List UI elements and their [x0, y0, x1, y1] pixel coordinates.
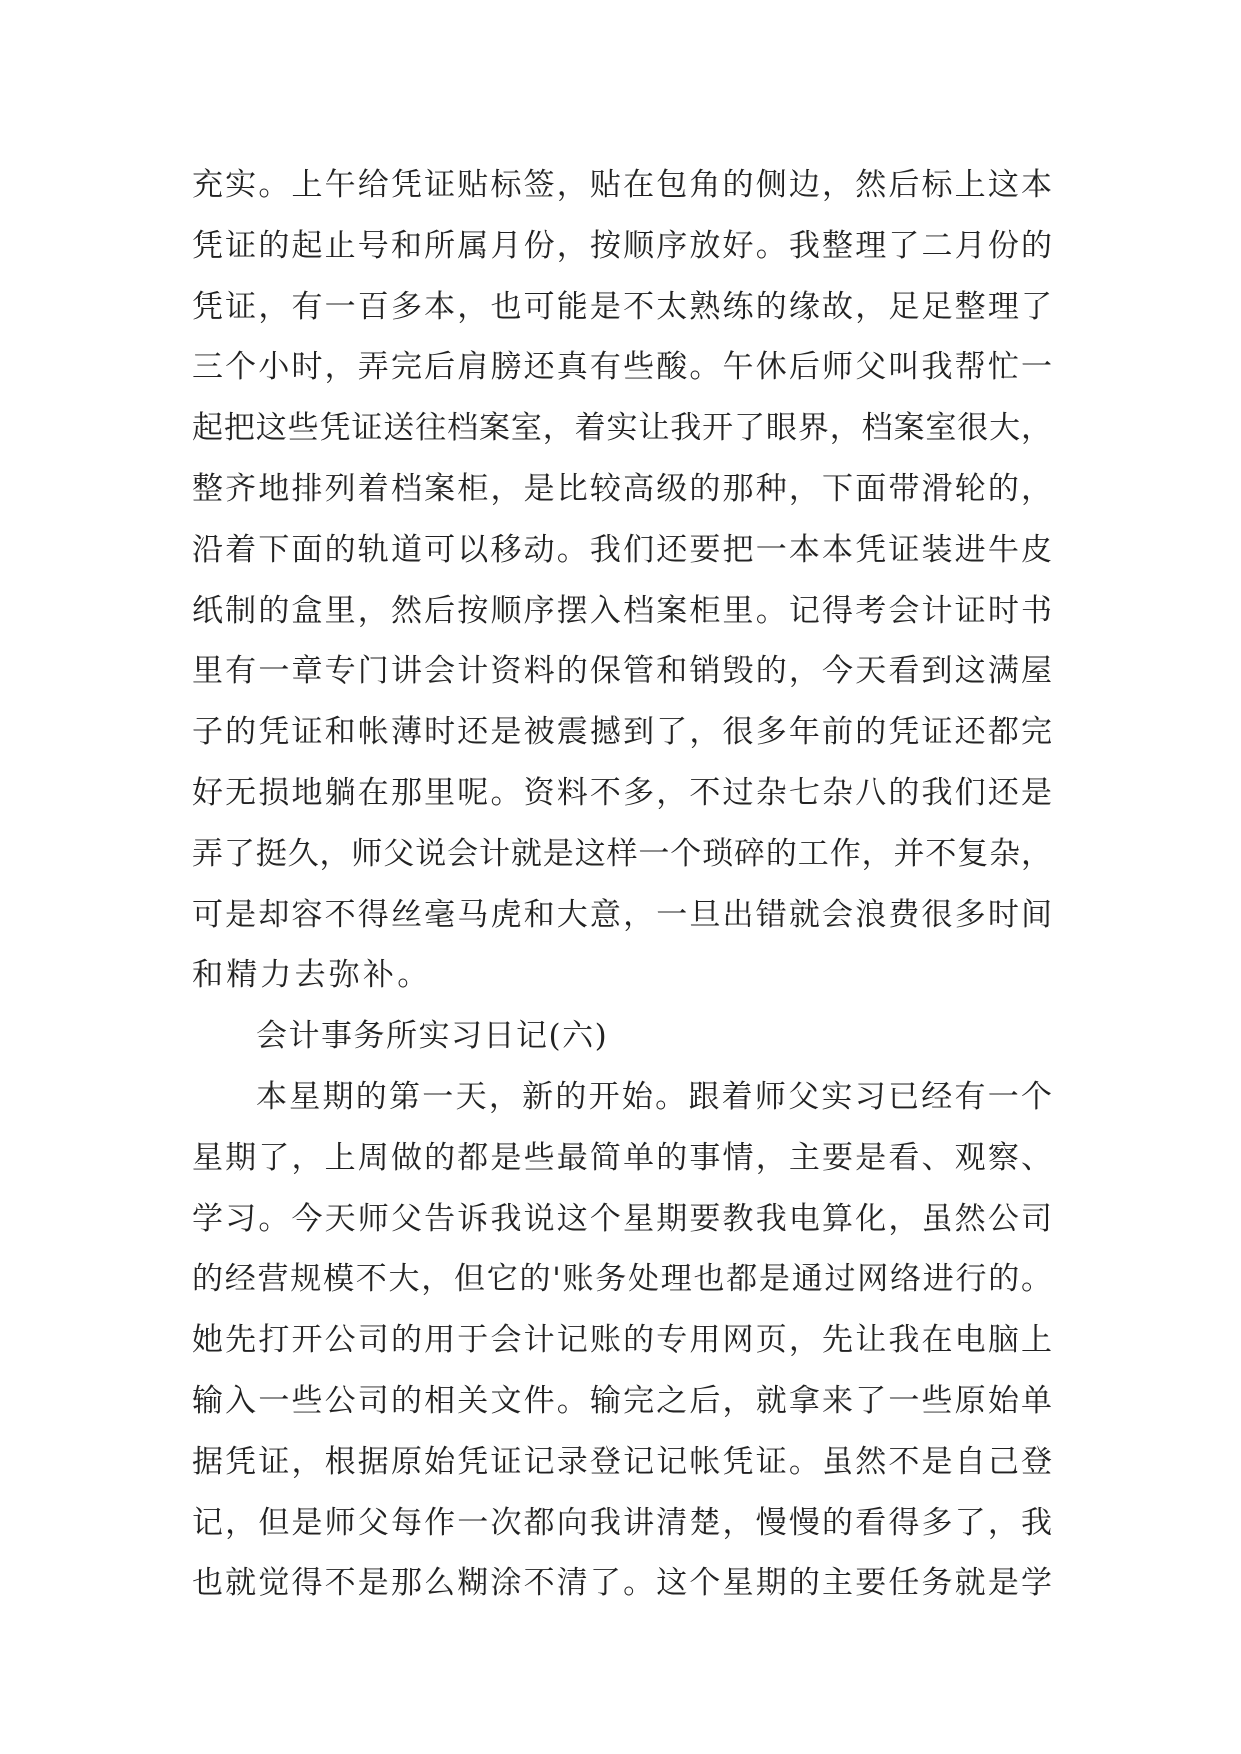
paragraph-1-line: 充实。上午给凭证贴标签，贴在包角的侧边，然后标上这本	[192, 167, 1052, 203]
paragraph-2-line: 她先打开公司的用于会计记账的专用网页，先让我在电脑上	[192, 1322, 1052, 1359]
paragraph-1-line: 好无损地躺在那里呢。资料不多，不过杂七杂八的我们还是	[192, 774, 1052, 811]
paragraph-1-line: 子的凭证和帐薄时还是被震撼到了，很多年前的凭证还都完	[192, 714, 1052, 751]
paragraph-1-line: 沿着下面的轨道可以移动。我们还要把一本本凭证装进牛皮	[192, 531, 1052, 568]
paragraph-2-line: 的经营规模不大，但它的'账务处理也都是通过网络进行的。	[192, 1261, 1052, 1298]
paragraph-2-line: 也就觉得不是那么糊涂不清了。这个星期的主要任务就是学	[192, 1565, 1052, 1602]
paragraph-1-line: 弄了挺久，师父说会计就是这样一个琐碎的工作，并不复杂，	[192, 835, 1052, 872]
paragraph-2-line: 据凭证，根据原始凭证记录登记记帐凭证。虽然不是自己登	[192, 1443, 1052, 1480]
paragraph-1-line: 可是却容不得丝毫马虎和大意，一旦出错就会浪费很多时间	[192, 896, 1052, 933]
paragraph-1-line: 整齐地排列着档案柜，是比较高级的那种，下面带滑轮的，	[192, 470, 1052, 507]
paragraph-1-line: 凭证的起止号和所属月份，按顺序放好。我整理了二月份的	[192, 227, 1052, 264]
paragraph-2-line: 输入一些公司的相关文件。输完之后，就拿来了一些原始单	[192, 1382, 1052, 1419]
paragraph-2-line: 记，但是师父每作一次都向我讲清楚，慢慢的看得多了，我	[192, 1504, 1052, 1541]
paragraph-1-line: 纸制的盒里，然后按顺序摆入档案柜里。记得考会计证时书	[192, 592, 1052, 629]
paragraph-2-line: 本星期的第一天，新的开始。跟着师父实习已经有一个	[256, 1078, 1052, 1115]
paragraph-2-line: 星期了，上周做的都是些最简单的事情，主要是看、观察、	[192, 1139, 1052, 1176]
section-heading: 会计事务所实习日记(六)	[256, 1018, 609, 1055]
paragraph-1-line: 三个小时，弄完后肩膀还真有些酸。午休后师父叫我帮忙一	[192, 349, 1052, 386]
paragraph-2-line: 学习。今天师父告诉我说这个星期要教我电算化，虽然公司	[192, 1200, 1052, 1237]
paragraph-1-line: 起把这些凭证送往档案室，着实让我开了眼界，档案室很大，	[192, 410, 1052, 447]
document-body	[192, 155, 1052, 1614]
paragraph-1-line: 凭证，有一百多本，也可能是不太熟练的缘故，足足整理了	[192, 288, 1052, 325]
paragraph-1-line: 里有一章专门讲会计资料的保管和销毁的，今天看到这满屋	[192, 653, 1052, 690]
paragraph-1-line: 和精力去弥补。	[192, 957, 432, 994]
